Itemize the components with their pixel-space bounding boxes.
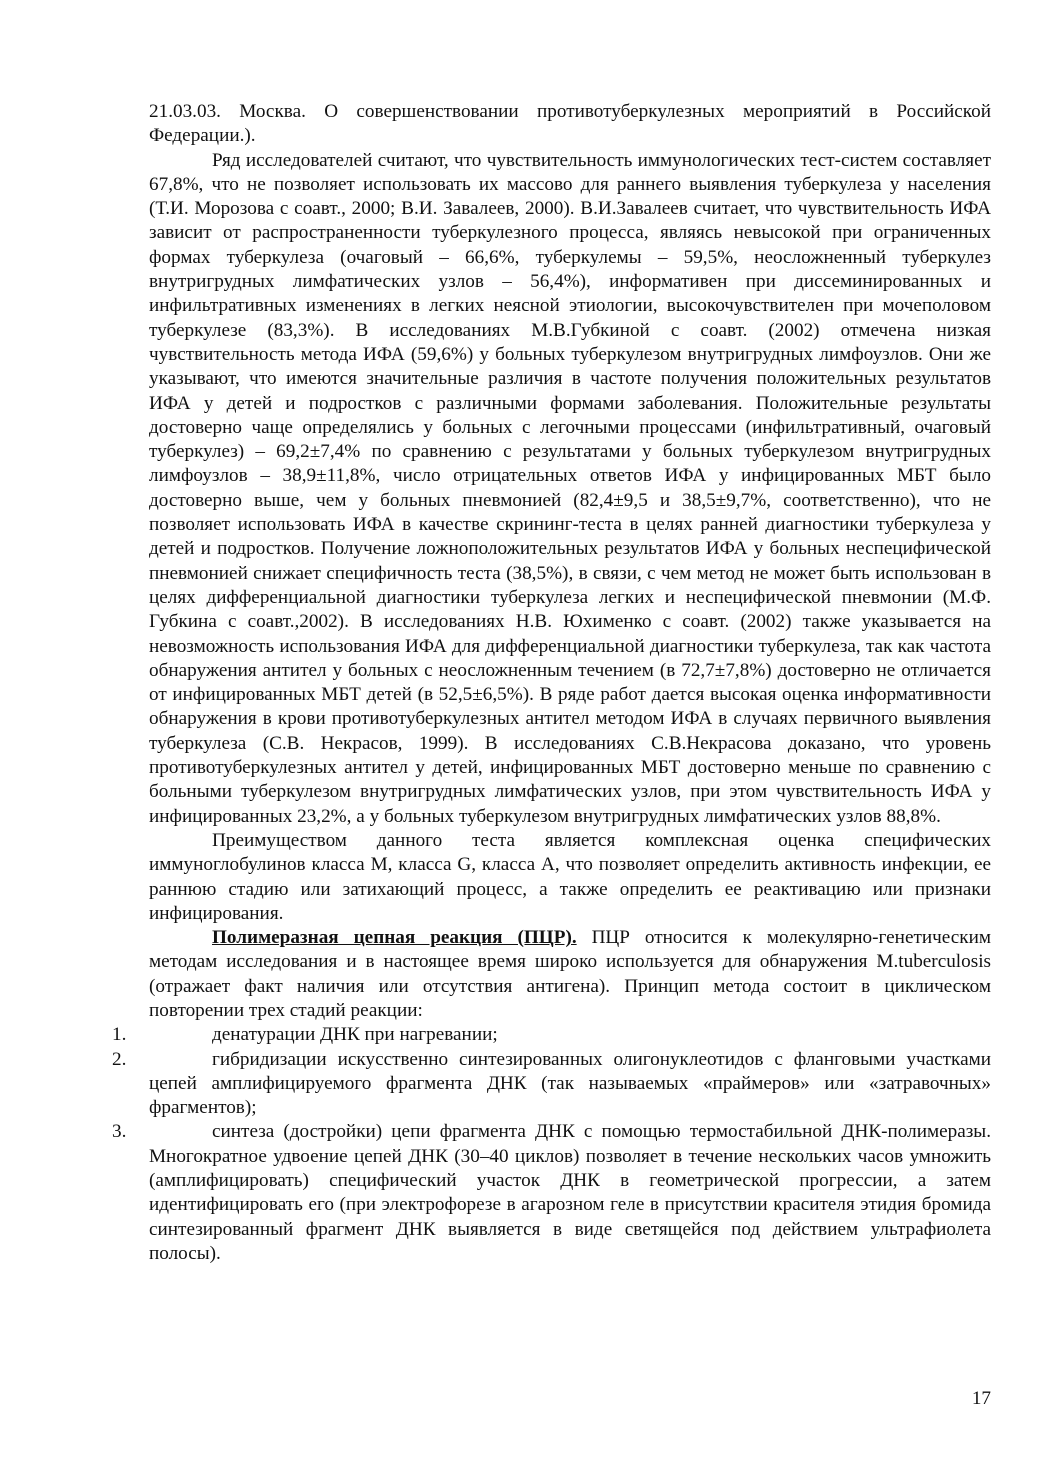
page-number: 17 xyxy=(971,1388,991,1409)
list-item-text: синтеза (достройки) цепи фрагмента ДНК с помощью термостабильной ДНК-полимеразы. Многократное удвоение цепей ДНК (30–40 циклов) позволяет в течение нескольких часов умножить (амплифицировать) специфический участок ДНК в геометрической прогрессии, а затем идентифицировать его (при электрофорезе в агарозном геле в присутствии красителя этидия бромида синтезированный фрагмент ДНК выявляется в виде светящейся под действием ультрафиолета полосы). xyxy=(149,1121,991,1264)
list-item-number: 3. xyxy=(112,1121,127,1143)
paragraph-pcr-intro xyxy=(149,926,991,1023)
list-item-number: 2. xyxy=(112,1048,127,1070)
paragraph-pcr-intro-text: ПЦР относится к молекулярно-генетическим методам исследования и в настоящее время широко используется для обнаружения M.tuberculosis (отражает факт наличия или отсутствия антигена). Принцип метода состоит в циклическом повторении трех стадий реакции: xyxy=(149,927,992,1021)
list-item xyxy=(112,1120,991,1266)
document-body xyxy=(112,100,992,1266)
paragraph-reference-continuation: 21.03.03. Москва. О совершенствовании противотуберкулезных мероприятий в Российской Федерации.). xyxy=(149,101,991,147)
paragraph-ifa-advantage: Преимуществом данного теста является комплексная оценка специфических иммуноглобулинов класса М, класса G, класса А, что позволяет определить активность инфекции, ее раннюю стадию или затихающий процесс, а также определить ее реактивацию или признаки инфицирования. xyxy=(149,829,991,924)
list-item-text: денатурации ДНК при нагревании; xyxy=(212,1024,498,1046)
paragraph-ifa-sensitivity: Ряд исследователей считают, что чувствительность иммунологических тест-систем составляет 67,8%, что не позволяет использовать их массово для раннего выявления туберкулеза у населения (Т.И. Морозова с соавт., 2000; В.И. Завалеев, 2000). В.И.Завалеев считает, что чувствительность ИФА зависит от распространенности туберкулезного процесса, являясь невысокой при ограниченных формах туберкулеза (очаговый – 66,6%, туберкулемы – 59,5%, неосложненный туберкулез внутригрудных лимфатических узлов – 56,4%), информативен при диссеминированных и инфильтративных изменениях в легких неясной этиологии, высокочувствителен при мочеполовом туберкулезе (83,3%). В исследованиях М.В.Губкиной с соавт. (2002) отмечена низкая чувствительность метода ИФА (59,6%) у больных туберкулезом внутригрудных лимфоузлов. Они же указывают, что имеются значительные различия в частоте получения положительных результатов ИФА у детей и подростков с различными формами заболевания. Положительные результаты достоверно чаще определялись у больных с легочными процессами (инфильтративный, очаговый туберкулез) – 69,2±7,4% по сравнению с результатами у больных туберкулезом внутригрудных лимфоузлов – 38,9±11,8%, число отрицательных ответов ИФА у инфицированных МБТ было достоверно выше, чем у больных пневмонией (82,4±9,5 и 38,5±9,7%, соответственно), что не позволяет использовать ИФА в качестве скрининг-теста в целях ранней диагностики туберкулеза у детей и подростков. Получение ложноположительных результатов ИФА у больных неспецифической пневмонией снижает специфичность теста (38,5%), в связи, с чем метод не может быть использован в целях дифференциальной диагностики туберкулеза легких и неспецифической пневмонии (М.Ф. Губкина с соавт.,2002). В исследованиях Н.В. Юхименко с соавт. (2002) также указывается на невозможность использования ИФА для дифференциальной диагностики туберкулеза, так как частота обнаружения антител у больных с неосложненным течением (в 72,7±7,8%) достоверно не отличается от инфицированных МБТ детей (в 52,5±6,5%). В ряде работ дается высокая оценка информативности обнаружения в крови противотуберкулезных антител методом ИФА в случаях первичного выявления туберкулеза (С.В. Некрасов, 1999). В исследованиях С.В.Некрасова доказано, что уровень противотуберкулезных антител у детей, инфицированных МБТ достоверно меньше по сравнению с больными туберкулезом внутригрудных лимфатических узлов, при этом чувствительность ИФА у инфицированных 23,2%, а у больных туберкулезом внутригрудных лимфатических узлов 88,8%. xyxy=(149,149,991,827)
section-heading-pcr: Полимеразная цепная реакция (ПЦР). xyxy=(212,927,577,949)
list-item-text: гибридизации искусственно синтезированных олигонуклеотидов с фланговыми участками цепей амплифицируемого фрагмента ДНК (так называемых «праймеров» или «затравочных» фрагментов); xyxy=(149,1048,991,1119)
list-item xyxy=(112,1048,991,1121)
list-item-number: 1. xyxy=(112,1024,127,1046)
list-item xyxy=(112,1023,991,1047)
